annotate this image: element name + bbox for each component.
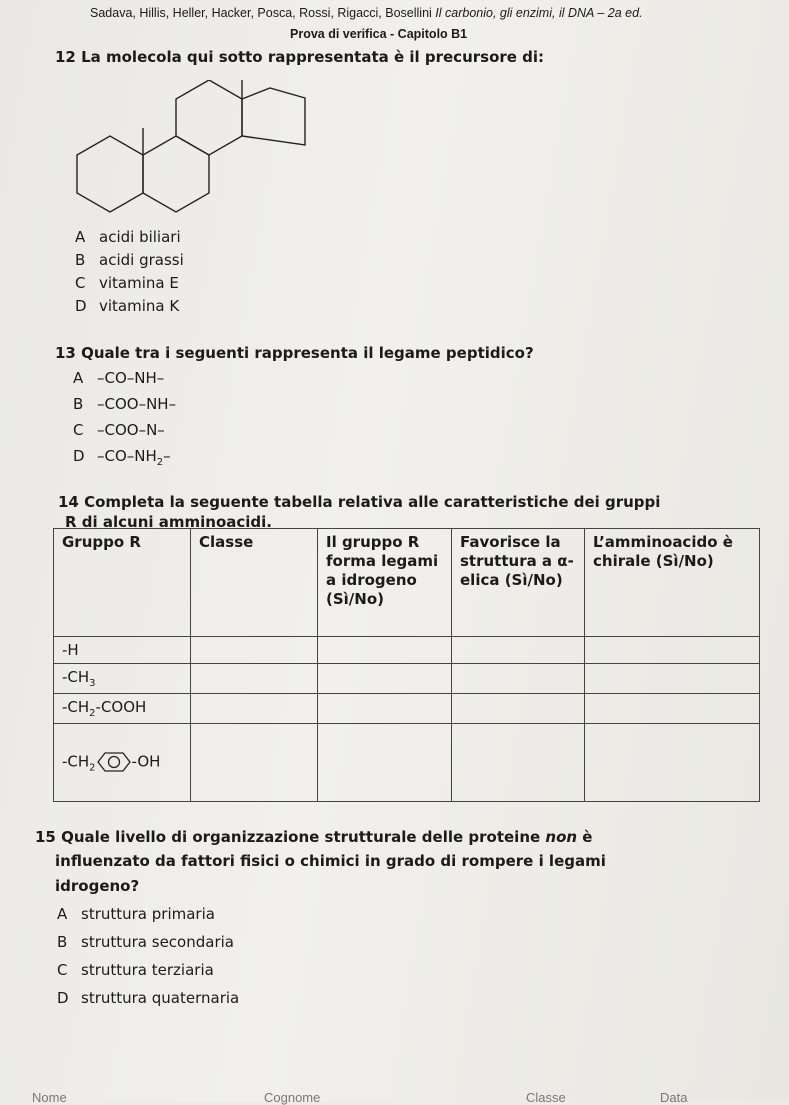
r-group-cell: -H (54, 637, 191, 664)
q12-text: 12 La molecola qui sotto rappresentata è il precursore di: (55, 48, 545, 66)
q15-option-d[interactable]: D struttura quaternaria (57, 989, 240, 1007)
q15-text-line2: influenzato da fattori fisici o chimici in grado di rompere i legami (55, 852, 606, 870)
q12-option-a[interactable]: A acidi biliari (75, 228, 181, 246)
q12-option-c[interactable]: C vitamina E (75, 274, 179, 292)
q12-option-b[interactable]: B acidi grassi (75, 251, 184, 269)
answer-cell[interactable] (585, 664, 760, 694)
header-test-title: Prova di verifica - Capitolo B1 (290, 27, 468, 41)
ring-c (176, 80, 242, 155)
header-book-title: Il carbonio, gli enzimi, il DNA – 2a ed. (435, 6, 643, 20)
answer-cell[interactable] (585, 637, 760, 664)
answer-cell[interactable] (452, 724, 585, 802)
header-citation (90, 6, 770, 20)
table-row (54, 637, 760, 664)
q15-option-b[interactable]: B struttura secondaria (57, 933, 234, 951)
table-header-row (54, 529, 760, 637)
benzene-ring-icon (96, 752, 132, 772)
amino-acid-r-group-table (53, 528, 760, 802)
answer-cell[interactable] (452, 664, 585, 694)
col-gruppo-r: Gruppo R (54, 529, 191, 637)
answer-cell[interactable] (191, 694, 318, 724)
footer-classe-label: Classe (526, 1090, 566, 1105)
q13-option-a[interactable]: A –CO–NH– (73, 369, 165, 387)
table-row (54, 724, 760, 802)
r-group-cell: $-CH_3$ (54, 664, 191, 694)
col-classe: Classe (191, 529, 318, 637)
ring-a (77, 136, 143, 212)
q15-option-c[interactable]: C struttura terziaria (57, 961, 214, 979)
footer-nome-label: Nome (32, 1090, 67, 1105)
r-group-cell: $-CH_2$ -OH (54, 724, 191, 802)
answer-cell[interactable] (191, 664, 318, 694)
q15-text-line1: 15 Quale livello di organizzazione strutturale delle proteine non è (35, 828, 593, 846)
ring-d (242, 88, 305, 145)
ring-b (143, 136, 209, 212)
answer-cell[interactable] (318, 724, 452, 802)
answer-cell[interactable] (318, 664, 452, 694)
table-row (54, 694, 760, 724)
answer-cell[interactable] (318, 637, 452, 664)
steroid-skeleton-diagram (70, 80, 310, 220)
header-authors: Sadava, Hillis, Heller, Hacker, Posca, Rossi, Rigacci, Bosellini (90, 6, 436, 20)
answer-cell[interactable] (191, 724, 318, 802)
answer-cell[interactable] (318, 694, 452, 724)
col-chirale: L’amminoacido è chirale (Sì/No) (585, 529, 760, 637)
q14-text-line1: 14 Completa la seguente tabella relativa alle caratteristiche dei gruppi (58, 493, 661, 511)
col-alfa-elica: Favorisce la struttura a α-elica (Sì/No) (452, 529, 585, 637)
answer-cell[interactable] (585, 724, 760, 802)
answer-cell[interactable] (452, 694, 585, 724)
q13-option-c[interactable]: C –COO–N– (73, 421, 165, 439)
col-legami-idrogeno: Il gruppo R forma legami a idrogeno (Sì/No) (318, 529, 452, 637)
q14-text-line2: R di alcuni amminoacidi. (65, 513, 272, 531)
r-group-cell: $-CH_2$-COOH (54, 694, 191, 724)
q15-option-a[interactable]: A struttura primaria (57, 905, 215, 923)
q13-text: 13 Quale tra i seguenti rappresenta il legame peptidico? (55, 344, 534, 362)
q13-option-d[interactable]: D $-CO-NH_2-$ (73, 447, 171, 468)
answer-cell[interactable] (452, 637, 585, 664)
answer-cell[interactable] (191, 637, 318, 664)
table-row (54, 664, 760, 694)
q12-option-d[interactable]: D vitamina K (75, 297, 180, 315)
q15-text-line3: idrogeno? (55, 877, 140, 895)
footer-data-label: Data (660, 1090, 688, 1105)
q13-option-b[interactable]: B –COO–NH– (73, 395, 177, 413)
footer-cognome-label: Cognome (264, 1090, 321, 1105)
answer-cell[interactable] (585, 694, 760, 724)
